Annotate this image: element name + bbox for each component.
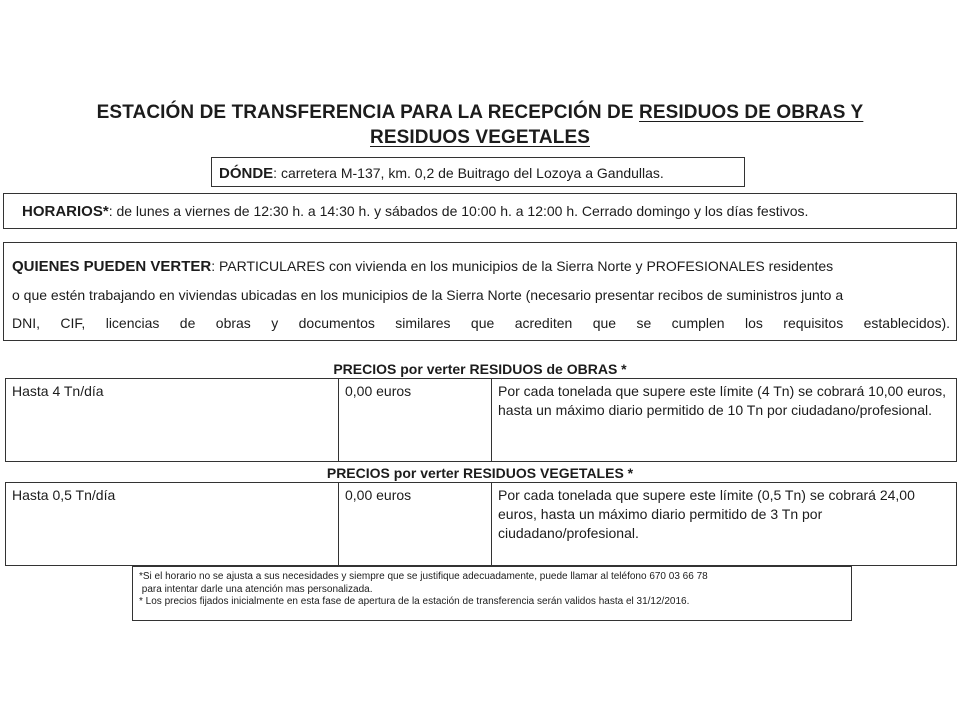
quienes-line2: o que estén trabajando en viviendas ubicadas en los municipios de la Sierra Norte (necesario presentar recibos de suministros junto a <box>12 287 844 303</box>
obras-price: 0,00 euros <box>339 379 492 462</box>
vegetales-table <box>5 482 957 566</box>
quienes-line3: DNI, CIF, licencias de obras y documentos similares que acrediten que se cumplen los requisitos establecidos). <box>12 315 950 331</box>
page-title <box>0 100 960 150</box>
footnote-1-cont: para intentar darle una atención mas personalizada. <box>139 583 373 595</box>
title-part1: ESTACIÓN DE TRANSFERENCIA PARA LA RECEPCIÓN DE <box>96 102 640 123</box>
horarios-label: HORARIOS* <box>22 203 109 220</box>
obras-table <box>5 378 957 462</box>
quienes-label: QUIENES PUEDEN VERTER <box>12 258 212 275</box>
quienes-box <box>3 242 957 341</box>
horarios-text: : de lunes a viernes de 12:30 h. a 14:30 h. y sábados de 10:00 h. a 12:00 h. Cerrado domingo y los días festivos. <box>108 203 809 219</box>
quienes-line1-text: : PARTICULARES con vivienda en los municipios de la Sierra Norte y PROFESIONALES residentes <box>211 258 834 274</box>
donde-text: : carretera M-137, km. 0,2 de Buitrago del Lozoya a Gandullas. <box>273 165 664 181</box>
vegetales-limit: Hasta 0,5 Tn/día <box>6 483 339 566</box>
footnote-2: * Los precios fijados inicialmente en esta fase de apertura de la estación de transferencia serán validos hasta el 31/12/2016. <box>139 596 690 607</box>
vegetales-heading: PRECIOS por verter RESIDUOS VEGETALES * <box>326 465 634 481</box>
title-underlined-2: RESIDUOS VEGETALES <box>370 127 590 148</box>
vegetales-note: Por cada tonelada que supere este límite (0,5 Tn) se cobrará 24,00 euros, hasta un máximo diario permitido de 3 Tn por ciudadano/profesional. <box>492 483 957 566</box>
table-row <box>6 483 957 566</box>
footnote-1: *Si el horario no se ajusta a sus necesidades y siempre que se justifique adecuadamente, puede llamar al teléfono 670 03 66 78 <box>139 571 708 582</box>
donde-label: DÓNDE <box>219 165 274 182</box>
footnotes-box <box>132 566 852 621</box>
obras-note: Por cada tonelada que supere este límite (4 Tn) se cobrará 10,00 euros, hasta un máximo diario permitido de 10 Tn por ciudadano/profesional. <box>492 379 957 462</box>
title-underlined-1: RESIDUOS DE OBRAS Y <box>639 102 864 123</box>
donde-box <box>211 157 745 187</box>
horarios-box <box>3 193 957 229</box>
quienes-line1 <box>12 252 950 281</box>
obras-heading: PRECIOS por verter RESIDUOS de OBRAS * <box>333 361 627 377</box>
obras-limit: Hasta 4 Tn/día <box>6 379 339 462</box>
vegetales-price: 0,00 euros <box>339 483 492 566</box>
table-row <box>6 379 957 462</box>
